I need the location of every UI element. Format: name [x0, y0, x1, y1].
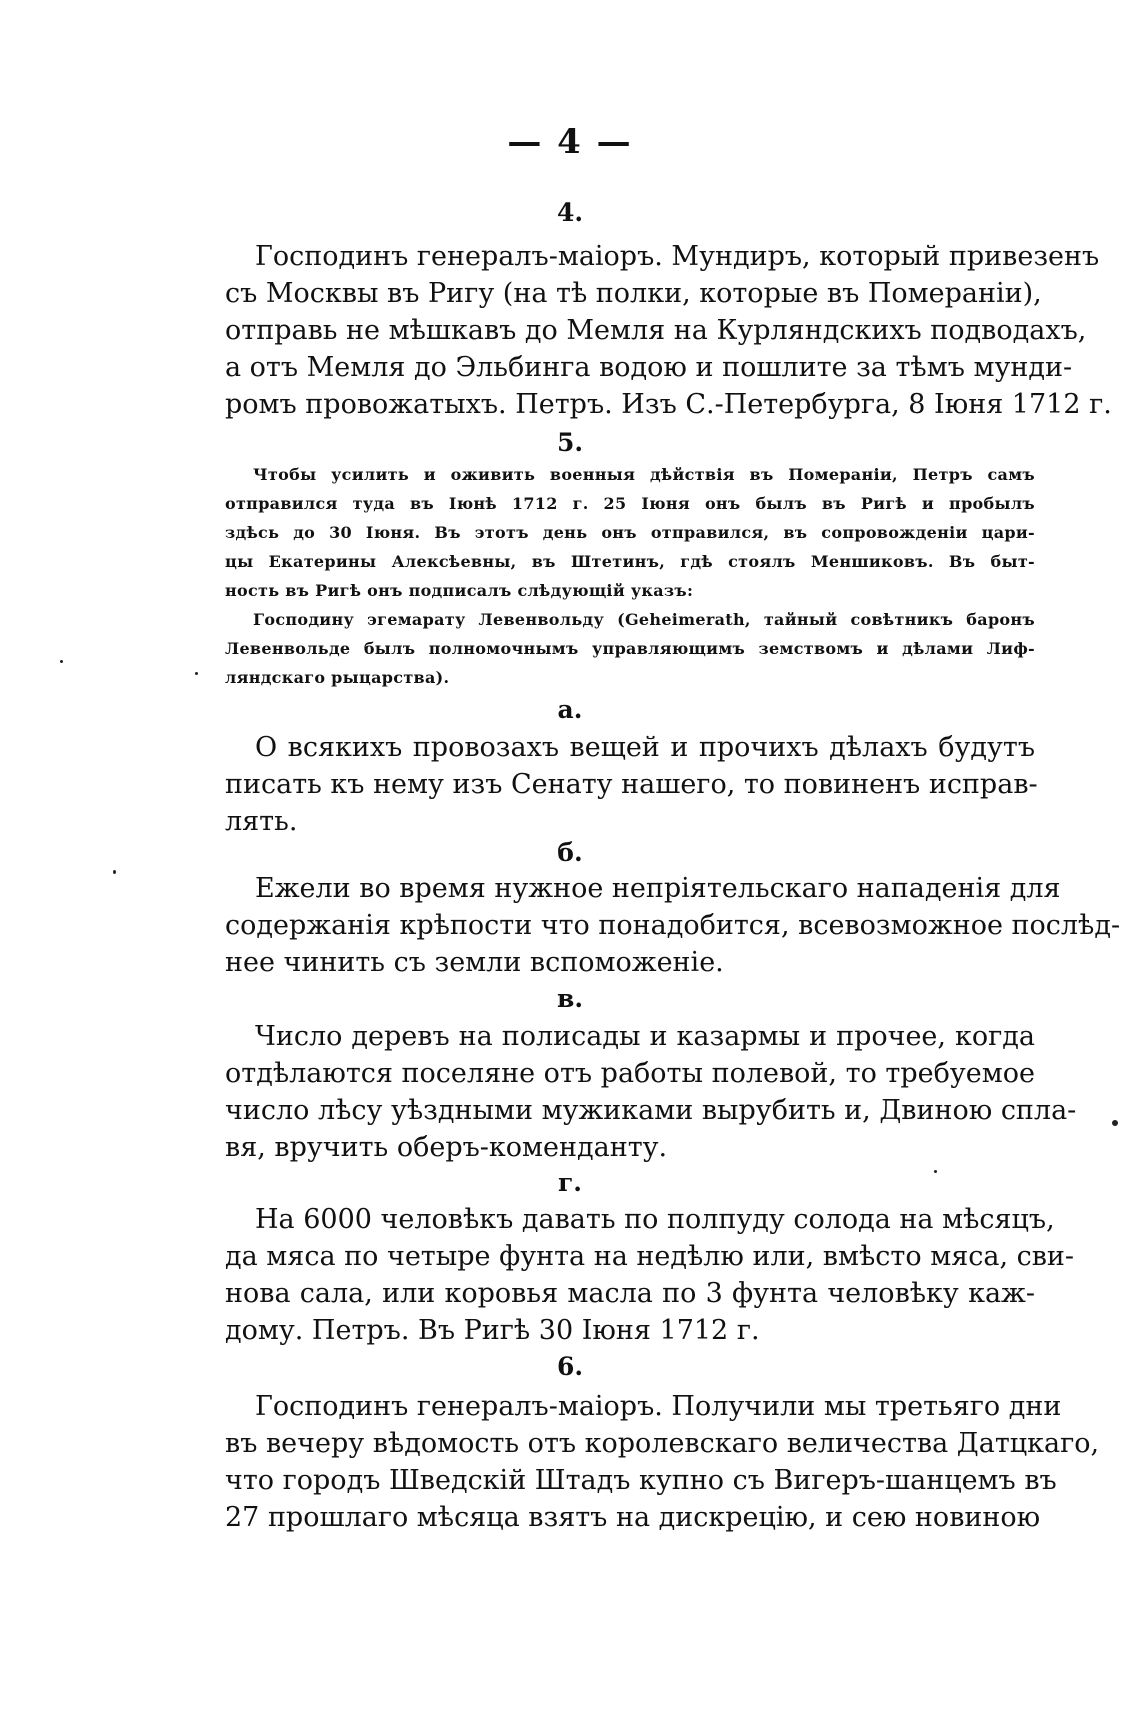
scan-speck — [113, 870, 116, 874]
item-b-line-3: нее чинить съ земли вспоможенiе. — [225, 947, 724, 978]
doc4-line-2: съ Москвы въ Ригу (на тѣ полки, которые въ Померанiи), — [225, 278, 1042, 309]
item-v-line-2: отдѣлаются поселяне отъ работы полевой, то требуемое — [225, 1058, 1035, 1089]
doc5-note-line-5: ность въ Ригѣ онъ подписалъ слѣдующiй указъ: — [225, 581, 694, 600]
document-number-4: 4. — [556, 198, 584, 227]
item-letter-a: а. — [557, 695, 583, 724]
item-g-line-3: нова сала, или коровья масла по 3 фунта человѣку каж- — [225, 1278, 1035, 1309]
doc6-line-1: Господинъ генералъ-маiоръ. Получили мы третьяго дни — [255, 1391, 1062, 1422]
scan-speck — [1112, 1120, 1118, 1126]
item-g-line-2: да мяса по четыре фунта на недѣлю или, вмѣсто мяса, сви- — [225, 1241, 1075, 1272]
scan-speck — [195, 672, 198, 675]
item-v-line-1: Число деревъ на полисады и казармы и прочее, когда — [255, 1021, 1035, 1052]
item-g-line-4: дому. Петръ. Въ Ригѣ 30 Iюня 1712 г. — [225, 1315, 760, 1346]
item-b-line-1: Ежели во время нужное непрiятельскаго нападенiя для — [255, 873, 1061, 904]
page-number: — 4 — — [507, 122, 633, 162]
doc4-line-3: отправь не мѣшкавъ до Мемля на Курляндскихъ подводахъ, — [225, 315, 1087, 346]
doc6-line-3: что городъ Шведскiй Штадъ купно съ Вигеръ-шанцемъ въ — [225, 1465, 1057, 1496]
doc5-note-line-1: Чтобы усилить и оживить военныя дѣйствiя въ Померанiи, Петръ самъ — [253, 465, 1035, 484]
doc5-note-line-7: Левенвольде былъ полномочнымъ управляющимъ земствомъ и дѣлами Лиф- — [225, 639, 1035, 658]
scan-speck — [60, 660, 63, 663]
doc6-line-2: въ вечеру вѣдомость отъ королевскаго величества Датцкаго, — [225, 1428, 1100, 1459]
item-b-line-2: содержанiя крѣпости что понадобится, всевозможное послѣд- — [225, 910, 1121, 941]
doc5-note-line-3: здѣсь до 30 Iюня. Въ этотъ день онъ отправился, въ сопровожденiи цари- — [225, 523, 1035, 542]
doc5-note-line-8: ляндскаго рыцарства). — [225, 668, 450, 687]
item-a-line-2: писать къ нему изъ Сенату нашего, то повиненъ исправ- — [225, 769, 1038, 800]
item-v-line-3: число лѣсу уѣздными мужиками вырубить и, Двиною спла- — [225, 1095, 1077, 1126]
item-letter-v: в. — [556, 984, 584, 1013]
doc5-note-line-4: цы Екатерины Алексѣевны, въ Штетинъ, гдѣ стоялъ Меншиковъ. Въ быт- — [225, 552, 1035, 571]
doc4-line-5: ромъ провожатыхъ. Петръ. Изъ С.-Петербурга, 8 Iюня 1712 г. — [225, 389, 1112, 420]
doc4-line-1: Господинъ генералъ-маiоръ. Мундиръ, который привезенъ — [255, 241, 1100, 272]
item-letter-g: г. — [557, 1168, 583, 1197]
doc6-line-4: 27 прошлаго мѣсяца взятъ на дискрецiю, и сею новиною — [225, 1502, 1041, 1533]
item-g-line-1: На 6000 человѣкъ давать по полпуду солода на мѣсяцъ, — [255, 1204, 1055, 1235]
doc5-note-line-6: Господину эгемарату Левенвольду (Geheimerath, тайный совѣтникъ баронъ — [253, 610, 1035, 629]
item-a-line-1: О всякихъ провозахъ вещей и прочихъ дѣлахъ будутъ — [255, 732, 1035, 763]
document-number-5: 5. — [556, 428, 584, 457]
doc5-note-line-2: отправился туда въ Iюнѣ 1712 г. 25 Iюня онъ былъ въ Ригѣ и пробылъ — [225, 494, 1035, 513]
scan-speck — [934, 1170, 937, 1173]
item-a-line-3: лять. — [225, 806, 298, 837]
doc4-line-4: а отъ Мемля до Эльбинга водою и пошлите за тѣмъ мунди- — [225, 352, 1073, 383]
item-v-line-4: вя, вручить оберъ-коменданту. — [225, 1132, 668, 1163]
item-letter-b: б. — [557, 838, 583, 867]
document-number-6: 6. — [556, 1352, 584, 1381]
